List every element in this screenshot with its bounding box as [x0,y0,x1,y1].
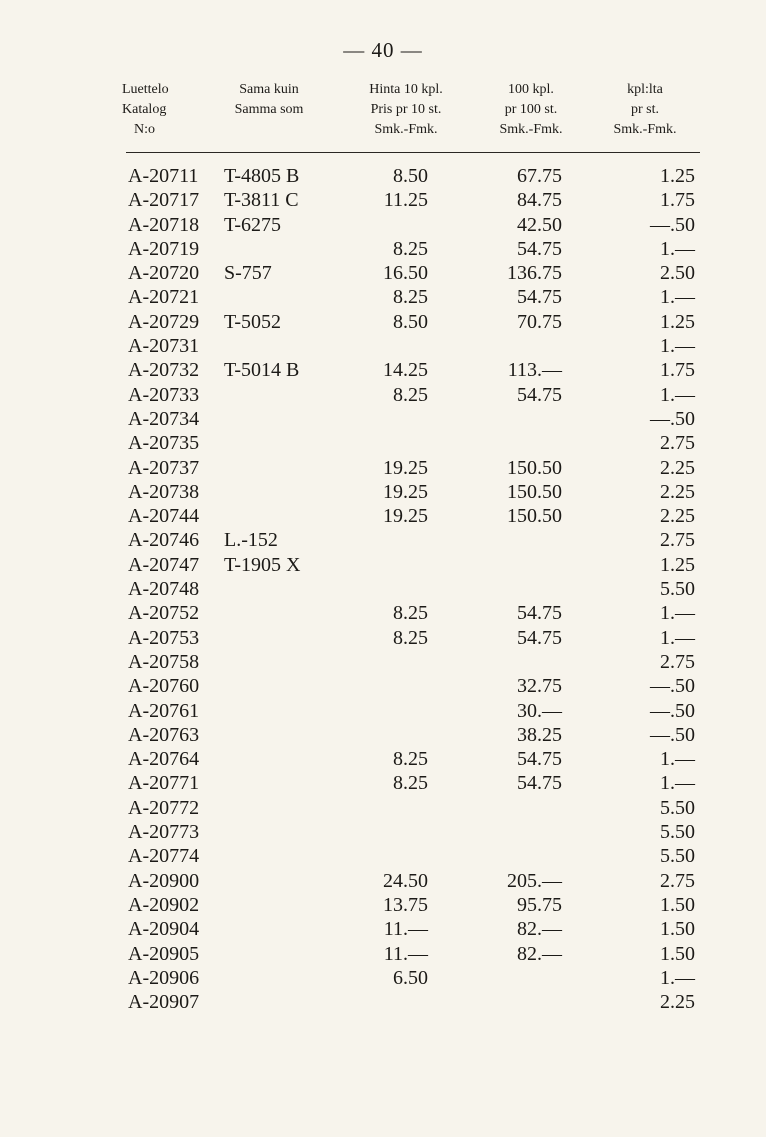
table-row [0,966,766,990]
header-price-each [590,80,700,140]
price-each-cell: —.50 [650,699,695,722]
price-10-cell: 24.50 [383,869,428,892]
price-each-cell: 1.25 [660,165,695,187]
price-each-cell: 1.— [660,383,695,406]
catalog-number-cell: A-20773 [128,821,200,844]
page-number: — 40 — [343,38,423,62]
header-line: pr 100 st. [504,102,558,117]
price-10-cell: 8.25 [393,383,428,406]
table-row [0,383,766,407]
catalog-number-cell: A-20747 [128,553,200,576]
table-row [0,820,766,844]
catalog-number-cell: A-20720 [128,262,200,285]
catalog-number-cell: A-20738 [128,480,200,503]
price-100-cell: 95.75 [517,893,562,916]
catalog-number-cell: A-20763 [128,723,200,746]
table-row [0,917,766,941]
table-row [0,747,766,771]
price-each-cell: 1.— [660,966,695,989]
catalog-number-cell: A-20905 [128,942,200,965]
price-100-cell: 84.75 [517,189,562,212]
same-as-cell: T-5052 [224,310,282,333]
price-100-cell: 54.75 [517,748,562,771]
table-row [0,188,766,212]
catalog-number-cell: A-20904 [128,918,200,941]
table-row [0,237,766,261]
same-as-cell: T-1905 X [224,553,301,576]
price-100-cell: 54.75 [517,383,562,406]
price-100-cell: 54.75 [517,286,562,309]
catalog-number-cell: A-20906 [128,966,200,989]
catalog-number-cell: A-20744 [128,505,200,528]
price-each-cell: —.50 [650,407,695,430]
price-each-cell: 5.50 [660,845,695,868]
header-line: Smk.-Fmk. [374,122,438,137]
price-each-cell: —.50 [650,675,695,698]
same-as-cell: T-3811 C [224,189,299,212]
catalog-number-cell: A-20718 [128,213,200,236]
table-row [0,310,766,334]
catalog-number-cell: A-20761 [128,699,200,722]
price-10-cell: 8.25 [393,748,428,771]
catalog-number-cell: A-20746 [128,529,200,552]
price-10-cell: 8.25 [393,237,428,260]
table-row [0,285,766,309]
table-row [0,723,766,747]
price-100-cell: 38.25 [517,723,562,746]
catalog-number-cell: A-20907 [128,991,200,1014]
price-each-cell: 2.25 [660,480,695,503]
price-100-cell: 136.75 [507,262,562,285]
table-row [0,358,766,382]
table-row [0,577,766,601]
price-100-cell: 54.75 [517,626,562,649]
header-price-100 [476,80,586,140]
catalog-number-cell: A-20731 [128,335,200,358]
price-10-cell: 11.25 [383,189,428,212]
price-10-cell: 16.50 [383,262,428,285]
same-as-cell: T-4805 B [224,165,300,187]
price-10-cell: 8.50 [393,165,428,187]
catalog-number-cell: A-20735 [128,432,200,455]
price-10-cell: 8.50 [393,310,428,333]
price-100-cell: 150.50 [507,480,562,503]
same-as-cell: L.-152 [224,529,278,552]
header-price-10 [340,80,472,140]
catalog-number-cell: A-20774 [128,845,200,868]
table-row [0,504,766,528]
header-catalog-number [122,80,212,140]
catalog-number-cell: A-20772 [128,796,200,819]
price-10-cell: 8.25 [393,626,428,649]
price-100-cell: 70.75 [517,310,562,333]
table-row [0,334,766,358]
price-each-cell: —.50 [650,213,695,236]
table-row [0,528,766,552]
price-10-cell: 14.25 [383,359,428,382]
price-each-cell: 5.50 [660,821,695,844]
table-row [0,771,766,795]
catalog-number-cell: A-20717 [128,189,200,212]
catalog-number-cell: A-20771 [128,772,200,795]
catalog-number-cell: A-20732 [128,359,200,382]
header-line: kpl:lta [627,82,663,97]
header-line: 100 kpl. [508,82,554,97]
price-each-cell: 1.75 [660,189,695,212]
table-row [0,456,766,480]
table-row [0,990,766,1014]
price-each-cell: 1.— [660,602,695,625]
price-each-cell: 2.75 [660,432,695,455]
price-each-cell: 1.50 [660,918,695,941]
header-line: Katalog [122,102,167,117]
table-row [0,893,766,917]
price-10-cell: 11.— [383,918,428,941]
header-line: Pris pr 10 st. [370,102,442,117]
header-divider [126,152,700,153]
price-each-cell: 1.25 [660,553,695,576]
catalog-number-cell: A-20721 [128,286,200,309]
price-100-cell: 54.75 [517,237,562,260]
catalog-number-cell: A-20719 [128,237,200,260]
catalog-number-cell: A-20711 [128,165,199,187]
price-each-cell: 1.— [660,335,695,358]
price-10-cell: 8.25 [393,772,428,795]
table-row [0,261,766,285]
table-row [0,164,766,188]
price-each-cell: 2.25 [660,991,695,1014]
price-10-cell: 13.75 [383,893,428,916]
table-row [0,796,766,820]
price-100-cell: 150.50 [507,456,562,479]
price-each-cell: 1.— [660,286,695,309]
table-row [0,407,766,431]
catalog-number-cell: A-20753 [128,626,200,649]
table-row [0,674,766,698]
price-10-cell: 19.25 [383,456,428,479]
price-10-cell: 11.— [383,942,428,965]
table-row [0,431,766,455]
price-each-cell: 2.75 [660,869,695,892]
table-row [0,626,766,650]
header-line: Luettelo [122,82,169,97]
price-each-cell: 1.75 [660,359,695,382]
header-line: Samma som [234,102,304,117]
catalog-number-cell: A-20733 [128,383,200,406]
catalog-number-cell: A-20760 [128,675,200,698]
price-100-cell: 42.50 [517,213,562,236]
price-10-cell: 19.25 [383,480,428,503]
header-line: Hinta 10 kpl. [369,82,443,97]
price-each-cell: 1.50 [660,942,695,965]
table-row [0,699,766,723]
table-row [0,601,766,625]
price-each-cell: 1.— [660,772,695,795]
same-as-cell: S-757 [224,262,272,285]
price-100-cell: 30.— [517,699,562,722]
price-100-cell: 113.— [507,359,562,382]
price-100-cell: 82.— [517,918,562,941]
catalog-number-cell: A-20729 [128,310,200,333]
table-row [0,650,766,674]
table-row [0,942,766,966]
price-each-cell: 2.75 [660,650,695,673]
header-line: N:o [134,122,155,137]
price-10-cell: 6.50 [393,966,428,989]
catalog-number-cell: A-20737 [128,456,200,479]
price-100-cell: 32.75 [517,675,562,698]
price-each-cell: 1.25 [660,310,695,333]
price-100-cell: 205.— [507,869,562,892]
price-each-cell: 2.25 [660,456,695,479]
price-10-cell: 19.25 [383,505,428,528]
price-each-cell: —.50 [650,723,695,746]
table-row [0,553,766,577]
price-100-cell: 82.— [517,942,562,965]
price-each-cell: 5.50 [660,578,695,601]
header-line: Smk.-Fmk. [613,122,677,137]
price-10-cell: 8.25 [393,286,428,309]
header-line: Sama kuin [239,82,299,97]
price-each-cell: 1.50 [660,893,695,916]
catalog-number-cell: A-20758 [128,650,200,673]
catalog-number-cell: A-20752 [128,602,200,625]
catalog-number-cell: A-20902 [128,893,200,916]
price-each-cell: 1.— [660,748,695,771]
price-10-cell: 8.25 [393,602,428,625]
header-same-as [212,80,326,120]
table-row [0,869,766,893]
price-each-cell: 5.50 [660,796,695,819]
catalog-number-cell: A-20734 [128,407,200,430]
price-100-cell: 54.75 [517,602,562,625]
same-as-cell: T-6275 [224,213,282,236]
catalog-number-cell: A-20748 [128,578,200,601]
price-each-cell: 2.50 [660,262,695,285]
price-table [0,164,766,1014]
table-row [0,213,766,237]
price-each-cell: 1.— [660,237,695,260]
catalog-number-cell: A-20764 [128,748,200,771]
price-100-cell: 150.50 [507,505,562,528]
header-line: pr st. [631,102,659,117]
price-100-cell: 67.75 [517,165,562,187]
same-as-cell: T-5014 B [224,359,300,382]
table-row [0,480,766,504]
price-each-cell: 1.— [660,626,695,649]
table-row [0,844,766,868]
price-each-cell: 2.75 [660,529,695,552]
catalog-number-cell: A-20900 [128,869,200,892]
header-line: Smk.-Fmk. [499,122,563,137]
price-each-cell: 2.25 [660,505,695,528]
price-100-cell: 54.75 [517,772,562,795]
